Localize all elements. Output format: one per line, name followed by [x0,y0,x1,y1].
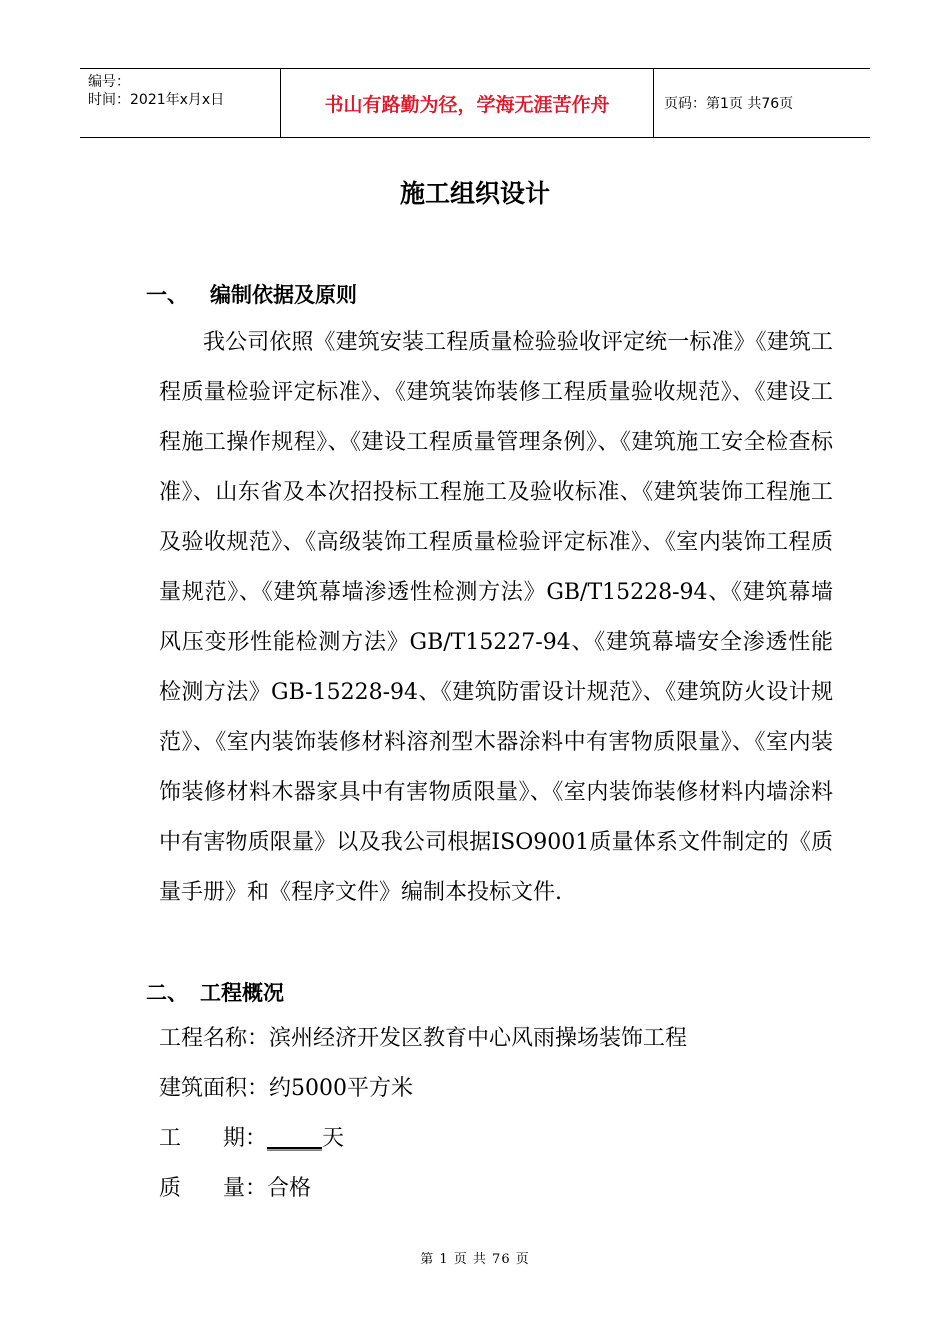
page-header [80,68,870,138]
document-title: 施工组织设计 [399,179,550,208]
section-number: 一、 [146,283,188,307]
period-blank: _____ [266,1126,322,1151]
section-title: 编制依据及原则 [210,283,357,307]
time-label: 时间：2021年x月x日 [88,92,225,108]
building-area-line: 建筑面积：约5000平方米 [159,1076,413,1101]
header-meta [80,69,280,137]
period-label: 工 期： [159,1126,267,1151]
period-unit: 天 [321,1126,344,1151]
number-label: 编号： [88,74,130,90]
section-heading-2 [146,977,284,1007]
page-footer: 第 1 页 共 76 页 [420,1252,530,1267]
header-page-info: 页码：第1页 共76页 [664,96,794,112]
section-title: 工程概况 [200,981,284,1005]
section-heading-1 [146,279,357,309]
section-number: 二、 [146,981,188,1005]
project-name-line: 工程名称：滨州经济开发区教育中心风雨操场装饰工程 [159,1026,688,1051]
header-motto: 书山有路勤为径，学海无涯苦作舟 [280,69,654,137]
period-line [159,1124,344,1154]
basis-paragraph: 我公司依照《建筑安装工程质量检验验收评定统一标准》《建筑工程质量检验评定标准》、《建筑装饰装修工程质量验收规范》、《建设工程施工操作规程》、《建设工程质量管理条例》、《建筑施工安全检查标准》、山东省及本次招投标工程施工及验收标准、《建筑装饰工程施工及验收规范》、《高级装饰工程质量检验评定标准》、《室内装饰工程质量规范》、《建筑幕墙渗透性检测方法》GB/T15228-94、《建筑幕墙风压变形性能检测方法》GB/T15227-94、《建筑幕墙安全渗透性能检测方法》GB-15228-94、《建筑防雷设计规范》、《建筑防火设计规范》、《室内装饰装修材料溶剂型木器涂料中有害物质限量》、《室内装饰装修材料木器家具中有害物质限量》、《室内装饰装修材料内墙涂料中有害物质限量》以及我公司根据ISO9001质量体系文件制定的《质量手册》和《程序文件》编制本投标文件. [159,330,833,905]
quality-line: 质 量：合格 [159,1176,311,1201]
